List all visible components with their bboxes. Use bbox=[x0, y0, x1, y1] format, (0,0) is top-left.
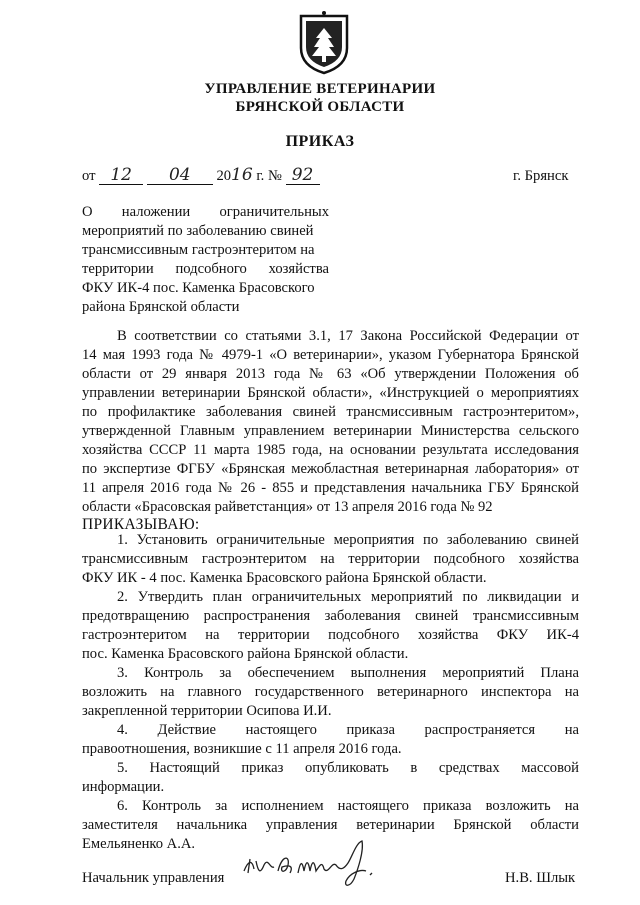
preamble-line: В соответствии со статьями 3.1, 17 Закона Российской Федерации от bbox=[117, 328, 579, 344]
order-item-line: 4. Действие настоящего приказа распространяется на bbox=[117, 722, 579, 738]
org-name-line2: БРЯНСКОЙ ОБЛАСТИ bbox=[235, 99, 405, 115]
order-item-line: правоотношения, возникшие с 11 апреля 2016 года. bbox=[82, 741, 402, 757]
order-item-line: закрепленной территории Осипова И.И. bbox=[82, 703, 332, 719]
handwritten-signature bbox=[238, 835, 388, 891]
order-item-line: 1. Установить ограничительные мероприятия по заболеванию свиней bbox=[117, 532, 579, 548]
order-heading: ПРИКАЗЫВАЮ: bbox=[82, 516, 200, 533]
org-name-line1: УПРАВЛЕНИЕ ВЕТЕРИНАРИИ bbox=[204, 81, 436, 97]
order-item-line: 2. Утвердить план ограничительных мероприятий по ликвидации и bbox=[117, 589, 579, 605]
subject-line: трансмиссивным гастроэнтеритом на bbox=[82, 242, 315, 258]
order-item-line: 5. Настоящий приказ опубликовать в средствах массовой bbox=[117, 760, 579, 776]
signatory-name: Н.В. Шлык bbox=[505, 870, 576, 886]
order-item-line: гастроэнтеритом на территории подсобного хозяйства ФКУ ИК-4 bbox=[82, 627, 579, 643]
signatory-position: Начальник управления bbox=[82, 870, 225, 886]
preamble-line: по профилактике заболевания свиней трансмиссивным гастроэнтеритом», bbox=[82, 404, 579, 420]
date-month: 04 bbox=[147, 167, 213, 185]
order-item-line: 3. Контроль за обеспечением выполнения мероприятий Плана bbox=[117, 665, 579, 681]
order-item-line: ФКУ ИК - 4 пос. Каменка Брасовского района Брянской области. bbox=[82, 570, 487, 586]
preamble-line: по экспертизе ФГБУ «Брянская межобластная ветеринарная лаборатория» от bbox=[82, 461, 579, 477]
order-item-line: пос. Каменка Брасовского района Брянской области. bbox=[82, 646, 409, 662]
date-prefix: от bbox=[82, 168, 96, 184]
order-item-line: заместителя начальника управления ветеринарии Брянской области bbox=[82, 817, 579, 833]
preamble-line: утвержденной Главным управлением ветеринарии Министерства сельского bbox=[82, 423, 579, 439]
order-item-line: возложить на главного государственного ветеринарного инспектора на bbox=[82, 684, 579, 700]
year-suffix: 16 bbox=[231, 165, 253, 185]
order-item-line: предотвращению распространения заболевания свиней трансмиссивным bbox=[82, 608, 579, 624]
preamble-line: хозяйства СССР 11 марта 1985 года, на основании результата исследования bbox=[82, 442, 579, 458]
order-item-line: Емельяненко А.А. bbox=[82, 836, 196, 852]
coat-of-arms-emblem bbox=[298, 10, 350, 76]
year-prefix: 20 bbox=[216, 168, 232, 184]
order-item-line: информации. bbox=[82, 779, 165, 795]
subject-line: территории подсобного хозяйства bbox=[82, 261, 329, 277]
subject-line: ФКУ ИК-4 пос. Каменка Брасовского bbox=[82, 280, 315, 296]
preamble-line: 14 мая 1993 года № 4979-1 «О ветеринарии», указом Губернатора Брянской bbox=[82, 347, 579, 363]
order-item-line: трансмиссивным гастроэнтеритом на территории подсобного хозяйства bbox=[82, 551, 579, 567]
subject-line: района Брянской области bbox=[82, 299, 240, 315]
year-number-label: г. № bbox=[256, 168, 282, 184]
preamble-line: области «Брасовская райветстанция» от 13 апреля 2016 года № 92 bbox=[82, 499, 493, 515]
document-title: ПРИКАЗ bbox=[285, 133, 355, 150]
date-number-line bbox=[82, 166, 320, 186]
subject-line: мероприятий по заболеванию свиней bbox=[82, 223, 314, 239]
preamble-line: управлении ветеринарии Брянской области», «Инструкцией о мероприятиях bbox=[82, 385, 579, 401]
order-number: 92 bbox=[286, 167, 320, 185]
date-day: 12 bbox=[99, 167, 143, 185]
preamble-line: области от 29 января 2013 года № 63 «Об утверждении Положения об bbox=[82, 366, 579, 382]
city-label: г. Брянск bbox=[513, 168, 569, 184]
subject-line: О наложении ограничительных bbox=[82, 204, 329, 220]
order-item-line: 6. Контроль за исполнением настоящего приказа возложить на bbox=[117, 798, 579, 814]
preamble-line: 11 апреля 2016 года № 26 - 855 и представления начальника ГБУ Брянской bbox=[82, 480, 579, 496]
